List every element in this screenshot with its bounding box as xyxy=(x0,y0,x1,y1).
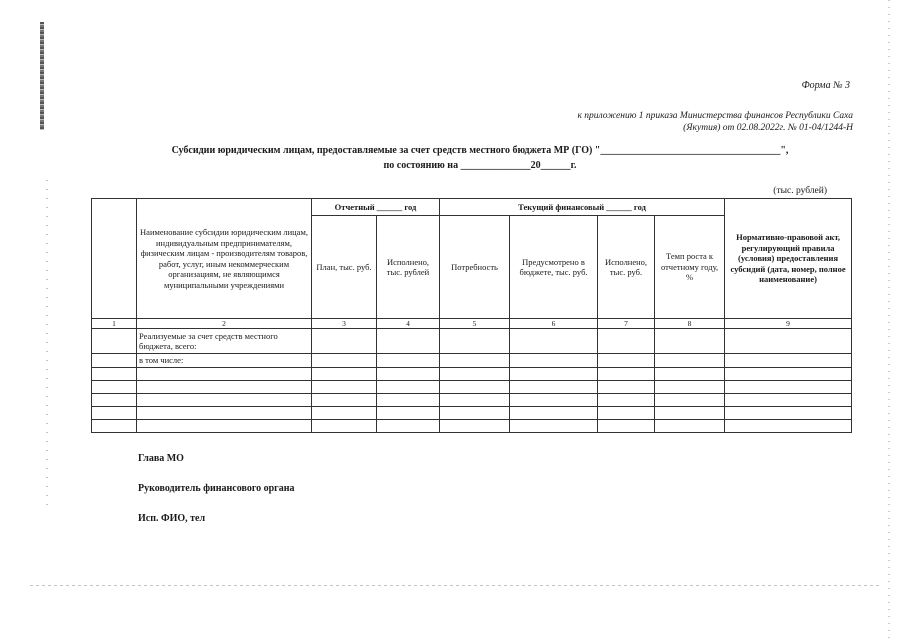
table-cell xyxy=(510,406,598,419)
table-cell xyxy=(92,406,137,419)
column-number: 1 xyxy=(92,319,137,329)
table-cell xyxy=(510,380,598,393)
column-number: 8 xyxy=(655,319,725,329)
header-cell-growth-rate: Темп роста к отчетному году, % xyxy=(655,216,725,319)
table-row xyxy=(92,380,852,393)
table-cell xyxy=(92,419,137,432)
table-cell xyxy=(92,367,137,380)
table-cell xyxy=(725,393,852,406)
row-name xyxy=(137,380,312,393)
table-cell xyxy=(312,354,377,368)
table-cell xyxy=(377,329,440,354)
row-name: Реализуемые за счет средств местного бюджета, всего: xyxy=(137,329,312,354)
table-cell xyxy=(655,393,725,406)
table-row xyxy=(92,354,852,368)
header-cell-number xyxy=(92,199,137,319)
appendix-line-2: (Якутия) от 02.08.2022г. № 01-04/1244-Н xyxy=(683,123,853,133)
header-cell-plan: План, тыс. руб. xyxy=(312,216,377,319)
table-cell xyxy=(598,393,655,406)
table-cell xyxy=(440,393,510,406)
table-cell xyxy=(725,367,852,380)
table-row xyxy=(92,329,852,354)
table-cell xyxy=(655,419,725,432)
signature-executor: Исп. ФИО, тел xyxy=(138,513,206,524)
table-header-row-1 xyxy=(92,199,852,216)
table-cell xyxy=(440,380,510,393)
table-row xyxy=(92,393,852,406)
table-cell xyxy=(377,406,440,419)
signature-head: Глава МО xyxy=(138,453,184,464)
table-cell xyxy=(377,419,440,432)
form-number: Форма № 3 xyxy=(801,80,850,91)
table-cell xyxy=(510,419,598,432)
column-number: 6 xyxy=(510,319,598,329)
table-cell xyxy=(377,393,440,406)
column-number: 5 xyxy=(440,319,510,329)
table-cell xyxy=(440,354,510,368)
table-row xyxy=(92,367,852,380)
scan-artifact-bottom xyxy=(30,585,880,586)
table-cell xyxy=(655,354,725,368)
header-cell-legal-act: Нормативно-правовой акт, регулирующий правила (условия) предоставления субсидий (дата, номер, полное наименование) xyxy=(725,199,852,319)
table-cell xyxy=(725,354,852,368)
title-line-2: по состоянию на ______________20______г. xyxy=(383,160,577,171)
table-cell xyxy=(312,393,377,406)
column-number: 9 xyxy=(725,319,852,329)
appendix-note xyxy=(453,110,853,134)
header-cell-name: Наименование субсидии юридическим лицам, индивидуальным предпринимателям, физическим лицам - производителям товаров, работ, услуг, иным некоммерческим организациям, не являющимся муниципальными учреждениями xyxy=(137,199,312,319)
table-cell xyxy=(92,393,137,406)
appendix-line-1: к приложению 1 приказа Министерства финансов Республики Саха xyxy=(577,111,853,121)
table-cell xyxy=(655,406,725,419)
scan-artifact-dots xyxy=(46,180,48,510)
table-cell xyxy=(598,406,655,419)
table-cell xyxy=(510,329,598,354)
row-name xyxy=(137,419,312,432)
header-cell-executed-current: Исполнено, тыс. руб. xyxy=(598,216,655,319)
table-cell xyxy=(725,380,852,393)
row-name: в том числе: xyxy=(137,354,312,368)
column-number-row xyxy=(92,319,852,329)
table-cell xyxy=(725,329,852,354)
table-cell xyxy=(92,354,137,368)
table-cell xyxy=(377,354,440,368)
table-cell xyxy=(725,406,852,419)
table-cell xyxy=(655,380,725,393)
table-cell xyxy=(312,419,377,432)
table-cell xyxy=(92,329,137,354)
table-cell xyxy=(598,380,655,393)
table-cell xyxy=(598,354,655,368)
table-cell xyxy=(312,367,377,380)
table-cell xyxy=(510,367,598,380)
table-cell xyxy=(510,393,598,406)
column-number: 3 xyxy=(312,319,377,329)
header-cell-budgeted: Предусмотрено в бюджете, тыс. руб. xyxy=(510,216,598,319)
table-cell xyxy=(510,354,598,368)
table-cell xyxy=(598,419,655,432)
table-cell xyxy=(655,329,725,354)
table-cell xyxy=(377,367,440,380)
table-cell xyxy=(312,329,377,354)
table-cell xyxy=(440,329,510,354)
header-cell-need: Потребность xyxy=(440,216,510,319)
table-cell xyxy=(725,419,852,432)
table-cell xyxy=(312,406,377,419)
signature-finance-head: Руководитель финансового органа xyxy=(138,483,295,494)
table-cell xyxy=(440,406,510,419)
scan-artifact-right xyxy=(888,0,890,640)
table-cell xyxy=(655,367,725,380)
page-title xyxy=(130,143,830,173)
row-name xyxy=(137,367,312,380)
units-label: (тыс. рублей) xyxy=(773,186,827,196)
table-cell xyxy=(312,380,377,393)
title-line-1: Субсидии юридическим лицам, предоставляемые за счет средств местного бюджета МР (ГО) "____________________________________", xyxy=(171,145,789,156)
row-name xyxy=(137,393,312,406)
table-cell xyxy=(598,367,655,380)
table-cell xyxy=(440,367,510,380)
table-cell xyxy=(598,329,655,354)
subsidy-table xyxy=(91,198,852,433)
table-row xyxy=(92,406,852,419)
column-number: 7 xyxy=(598,319,655,329)
column-number: 2 xyxy=(137,319,312,329)
row-name xyxy=(137,406,312,419)
header-group-current-year: Текущий финансовый ______ год xyxy=(440,199,725,216)
column-number: 4 xyxy=(377,319,440,329)
table-cell xyxy=(377,380,440,393)
header-group-reporting-year: Отчетный ______ год xyxy=(312,199,440,216)
table-row xyxy=(92,419,852,432)
table-cell xyxy=(92,380,137,393)
scan-artifact-left xyxy=(40,22,44,130)
header-cell-executed-reporting: Исполнено, тыс. рублей xyxy=(377,216,440,319)
table-cell xyxy=(440,419,510,432)
